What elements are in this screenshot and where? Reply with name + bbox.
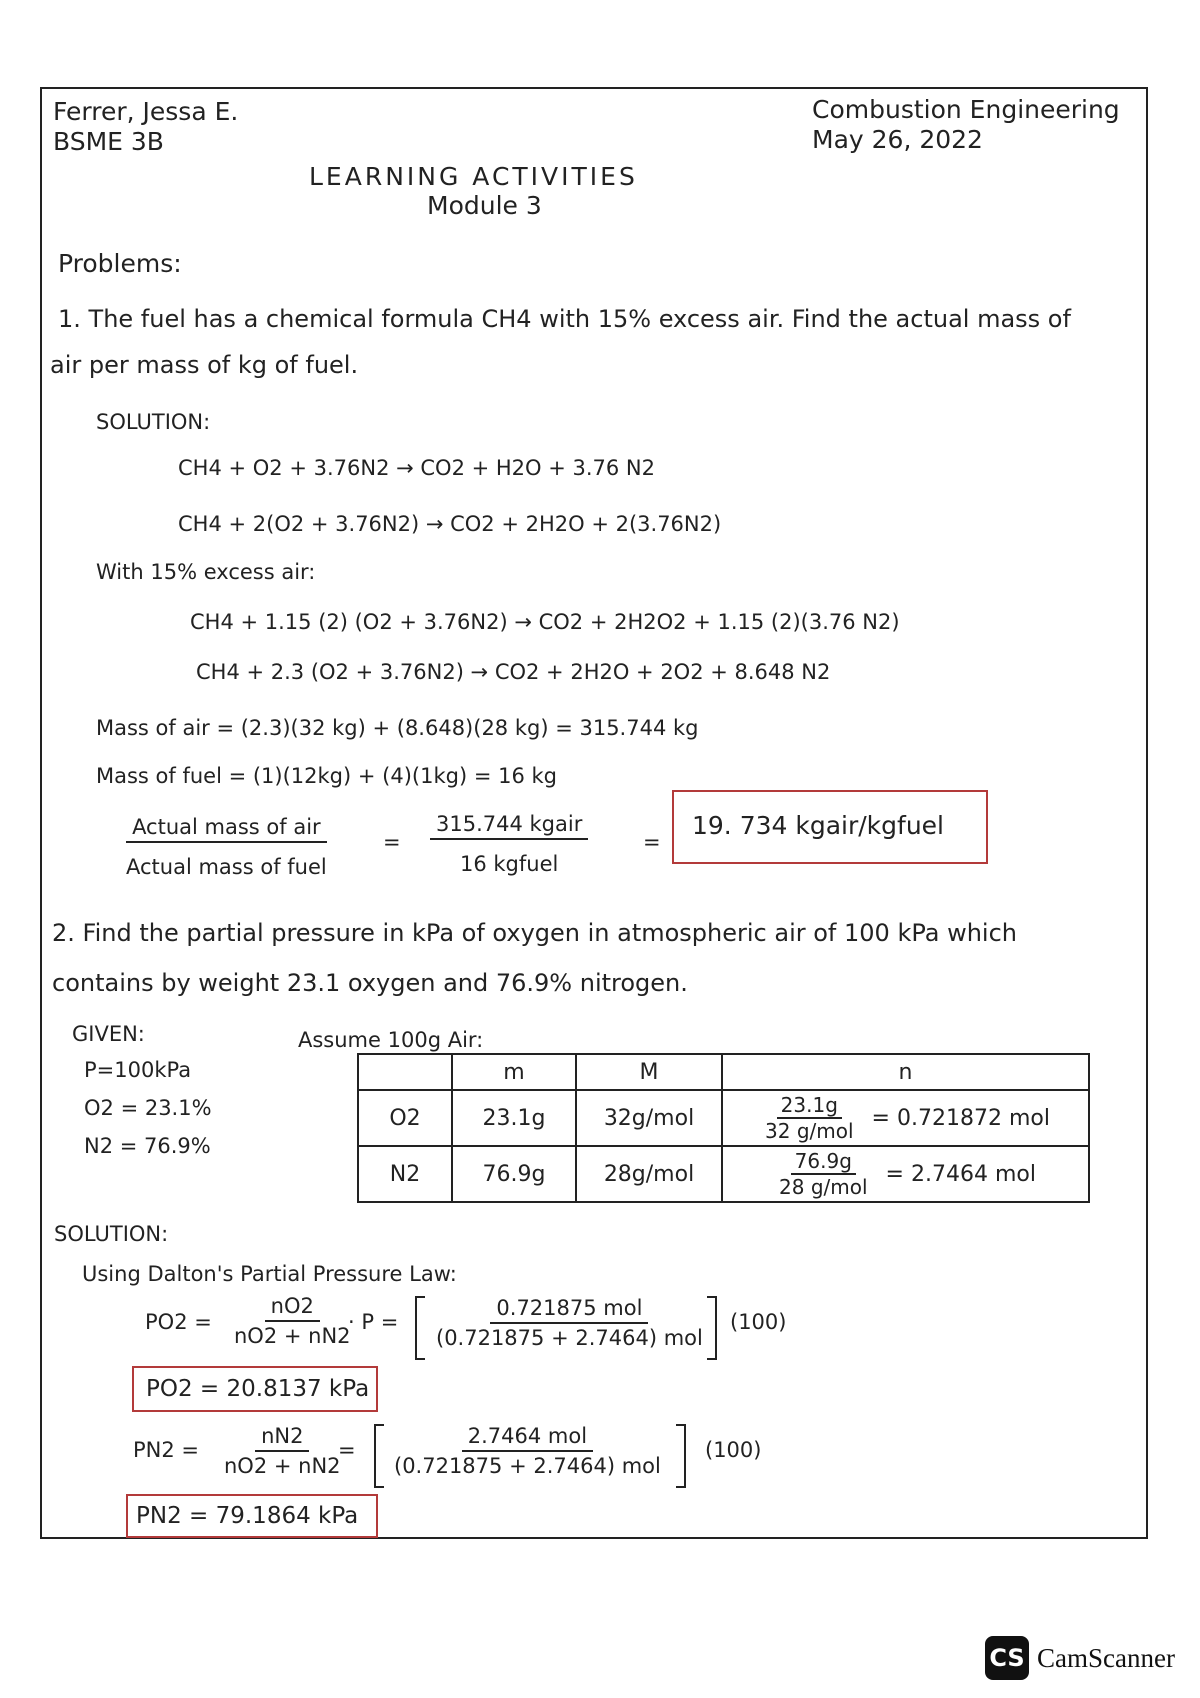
o2-moles-numerator: 23.1g [777, 1093, 842, 1119]
pn2-lhs: PN2 = [133, 1438, 200, 1462]
problem2-statement-line2: contains by weight 23.1 oxygen and 76.9% nitrogen. [52, 969, 688, 997]
mass-of-air: Mass of air = (2.3)(32 kg) + (8.648)(28 kg) = 315.744 kg [96, 716, 699, 740]
ratio-fraction [120, 815, 333, 879]
table-cell: N2 [358, 1146, 452, 1202]
table-row [358, 1146, 1089, 1202]
answer-box-po2 [132, 1366, 378, 1412]
po2-multiplier: (100) [730, 1310, 787, 1334]
page-title: LEARNING ACTIVITIES [309, 162, 638, 191]
po2-answer: PO2 = 20.8137 kPa [146, 1376, 370, 1402]
ratio-equals: = [383, 830, 401, 854]
dalton-law-label: Using Dalton's Partial Pressure Law: [82, 1262, 457, 1286]
table-cell: 32g/mol [576, 1090, 722, 1146]
value-equals: = [643, 830, 661, 854]
student-name: Ferrer, Jessa E. [53, 97, 239, 126]
course-name: Combustion Engineering [812, 95, 1120, 124]
po2-value-numerator: 0.721875 mol [490, 1296, 648, 1324]
answer-box-pn2 [126, 1494, 378, 1538]
table-row [358, 1090, 1089, 1146]
problems-heading: Problems: [58, 249, 182, 278]
equation-1: CH4 + O2 + 3.76N2 → CO2 + H2O + 3.76 N2 [178, 456, 656, 480]
ratio-denominator: Actual mass of fuel [126, 855, 327, 879]
pn2-value-fraction [388, 1424, 667, 1478]
table-cell [722, 1090, 1089, 1146]
table-header: M [576, 1054, 722, 1090]
mass-of-fuel: Mass of fuel = (1)(12kg) + (4)(1kg) = 16 kg [96, 764, 557, 788]
value-numerator: 315.744 kgair [430, 812, 588, 840]
po2-lhs: PO2 = [145, 1310, 212, 1334]
date: May 26, 2022 [812, 125, 983, 154]
student-section: BSME 3B [53, 127, 164, 156]
given-oxygen: O2 = 23.1% [84, 1096, 212, 1120]
answer-box-1 [672, 790, 988, 864]
table-header: n [722, 1054, 1089, 1090]
problem2-statement-line1: 2. Find the partial pressure in kPa of oxygen in atmospheric air of 100 kPa which [52, 919, 1017, 947]
table-cell: 23.1g [452, 1090, 576, 1146]
table-cell: 76.9g [452, 1146, 576, 1202]
camscanner-logo: CS [985, 1636, 1029, 1680]
bracket-left [415, 1296, 425, 1360]
o2-moles: = 0.721872 mol [871, 1105, 1050, 1131]
pn2-value-numerator: 2.7464 mol [462, 1424, 593, 1452]
problem1-statement-line2: air per mass of kg of fuel. [50, 351, 359, 379]
page-subtitle: Module 3 [427, 191, 542, 220]
table-cell: 28g/mol [576, 1146, 722, 1202]
answer-1: 19. 734 kgair/kgfuel [692, 811, 945, 840]
equation-3: CH4 + 1.15 (2) (O2 + 3.76N2) → CO2 + 2H2O2 + 1.15 (2)(3.76 N2) [190, 610, 900, 634]
pn2-frac-numerator: nN2 [255, 1424, 309, 1452]
pn2-value-denominator: (0.721875 + 2.7464) mol [394, 1454, 661, 1478]
table-header-row [358, 1054, 1089, 1090]
po2-value-denominator: (0.721875 + 2.7464) mol [436, 1326, 703, 1350]
problem1-statement-line1: 1. The fuel has a chemical formula CH4 with 15% excess air. Find the actual mass of [58, 305, 1071, 333]
bracket-right [676, 1424, 686, 1488]
n2-moles-numerator: 76.9g [791, 1149, 856, 1175]
table-header [358, 1054, 452, 1090]
table-cell: O2 [358, 1090, 452, 1146]
given-nitrogen: N2 = 76.9% [84, 1134, 211, 1158]
n2-moles-denominator: 28 g/mol [779, 1175, 868, 1199]
table-header: m [452, 1054, 576, 1090]
given-pressure: P=100kPa [84, 1058, 192, 1082]
value-denominator: 16 kgfuel [459, 852, 559, 876]
value-fraction [430, 812, 588, 876]
problem2-solution-label: SOLUTION: [54, 1222, 169, 1246]
bracket-right [707, 1296, 717, 1360]
problem1-solution-label: SOLUTION: [96, 410, 211, 434]
equation-2: CH4 + 2(O2 + 3.76N2) → CO2 + 2H2O + 2(3.76N2) [178, 512, 722, 536]
n2-moles: = 2.7464 mol [885, 1161, 1036, 1187]
excess-air-label: With 15% excess air: [96, 560, 316, 584]
po2-frac-denominator: nO2 + nN2 [234, 1324, 351, 1348]
pn2-frac-denominator: nO2 + nN2 [224, 1454, 341, 1478]
bracket-left [374, 1424, 384, 1488]
molar-table [357, 1053, 1090, 1203]
po2-value-fraction [430, 1296, 709, 1350]
assumption: Assume 100g Air: [298, 1028, 484, 1052]
pn2-answer: PN2 = 79.1864 kPa [136, 1503, 359, 1529]
o2-moles-denominator: 32 g/mol [765, 1119, 854, 1143]
camscanner-brand: CamScanner [1037, 1643, 1175, 1673]
po2-mole-fraction [228, 1294, 357, 1348]
po2-mid: · P = [348, 1310, 399, 1334]
pn2-mid: = [338, 1438, 356, 1462]
po2-frac-numerator: nO2 [265, 1294, 320, 1322]
pn2-mole-fraction [218, 1424, 347, 1478]
equation-4: CH4 + 2.3 (O2 + 3.76N2) → CO2 + 2H2O + 2O2 + 8.648 N2 [196, 660, 831, 684]
table-cell [722, 1146, 1089, 1202]
pn2-multiplier: (100) [705, 1438, 762, 1462]
given-label: GIVEN: [72, 1022, 145, 1046]
ratio-numerator: Actual mass of air [126, 815, 327, 843]
